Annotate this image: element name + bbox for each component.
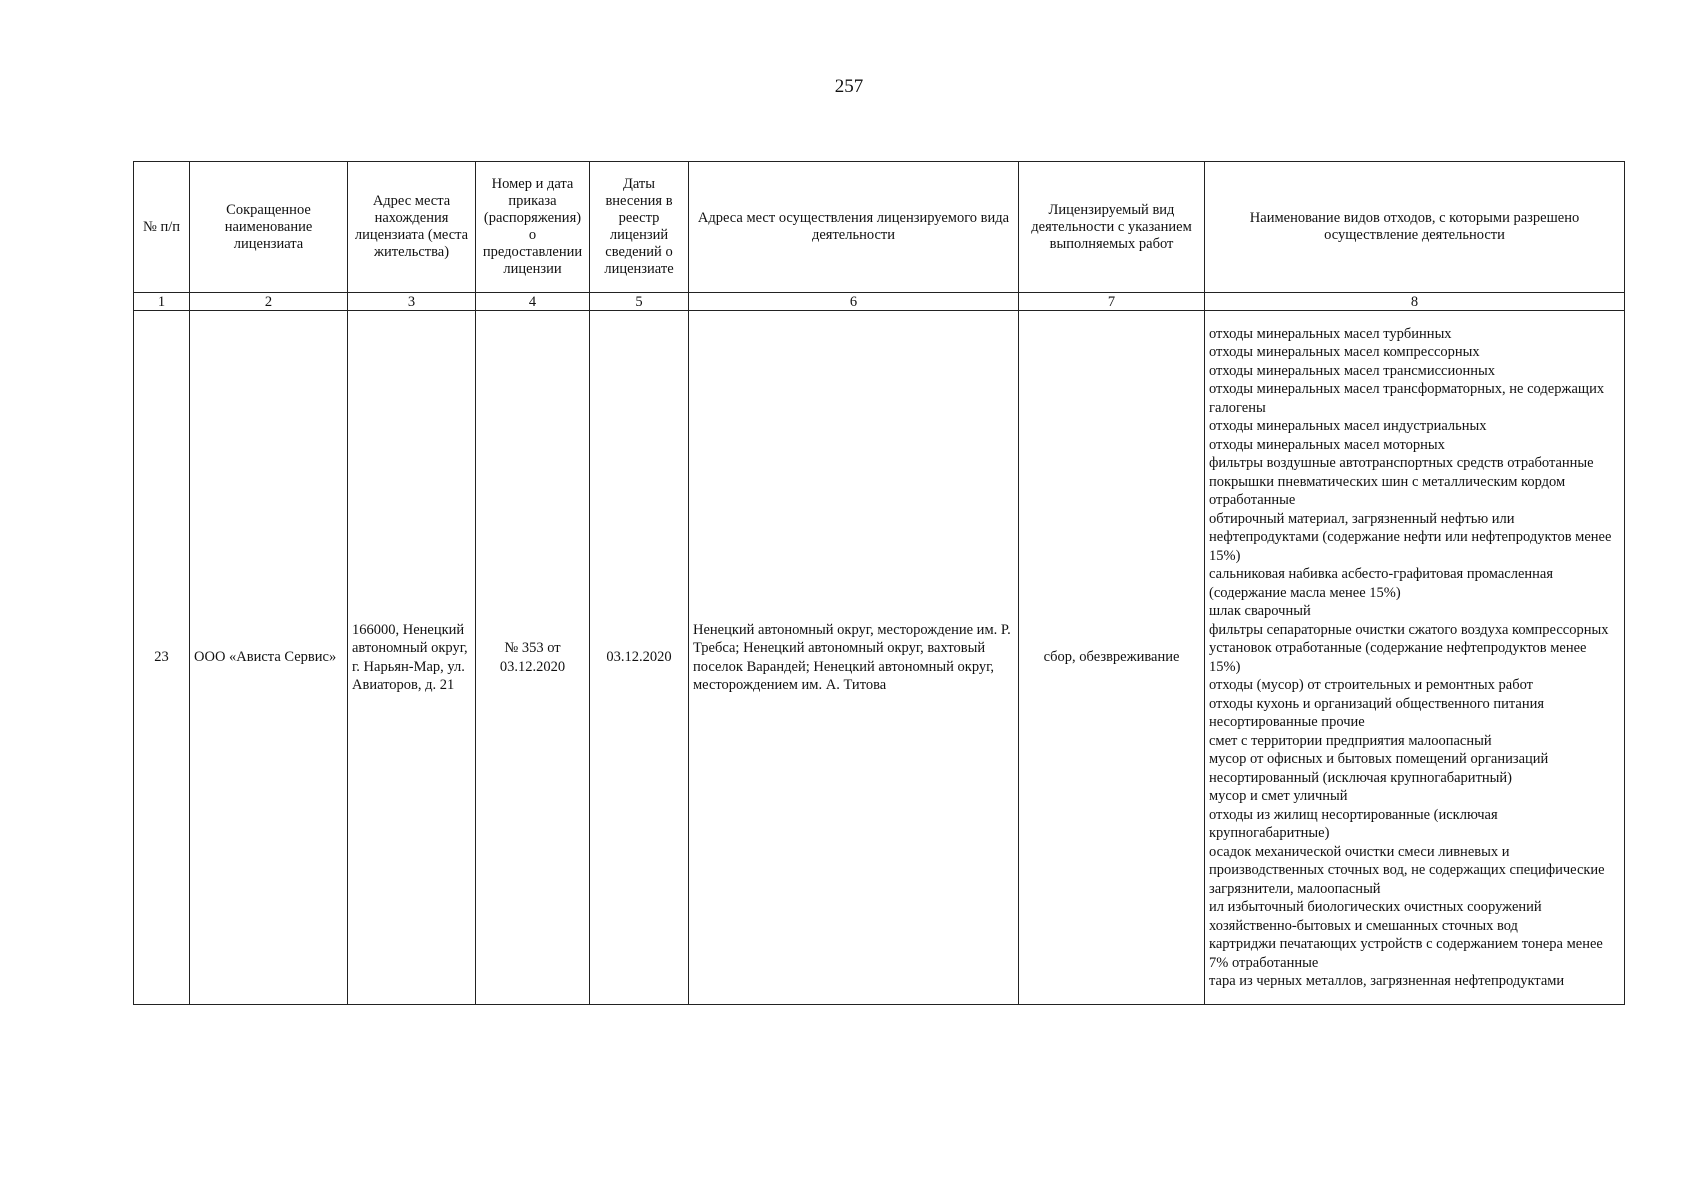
licensee-name: ООО «Ависта Сервис» xyxy=(190,311,348,1005)
waste-type-item: отходы из жилищ несортированные (исключая крупногабаритные) xyxy=(1209,806,1498,841)
waste-type-item: обтирочный материал, загрязненный нефтью или нефтепродуктами (содержание нефти или нефтепродуктов менее 15%) xyxy=(1209,510,1612,564)
waste-type-item: мусор от офисных и бытовых помещений организаций несортированный (исключая крупногабаритный) xyxy=(1209,751,1549,786)
waste-type-item: фильтры сепараторные очистки сжатого воздуха компрессорных установок отработанные (содержание нефтепродуктов менее 15%) xyxy=(1209,621,1609,675)
waste-types-list xyxy=(1209,325,1620,991)
column-header-registry-date: Даты внесения в реестр лицензий сведений о лицензиате xyxy=(590,162,689,293)
waste-type-item: смет с территории предприятия малоопасный xyxy=(1209,732,1492,749)
license-registry-table xyxy=(133,161,1625,1005)
header-row xyxy=(134,162,1625,293)
column-header-activity-type: Лицензируемый вид деятельности с указанием выполняемых работ xyxy=(1019,162,1205,293)
column-number: 4 xyxy=(476,293,590,311)
column-header-activity-places: Адреса мест осуществления лицензируемого вида деятельности xyxy=(689,162,1019,293)
waste-type-item: отходы минеральных масел компрессорных xyxy=(1209,344,1480,360)
registry-date: 03.12.2020 xyxy=(590,311,689,1005)
column-number-row xyxy=(134,293,1625,311)
waste-type-item: отходы минеральных масел турбинных xyxy=(1209,325,1452,342)
column-number: 8 xyxy=(1205,293,1625,311)
column-number: 7 xyxy=(1019,293,1205,311)
waste-type-item: шлак сварочный xyxy=(1209,603,1311,619)
waste-type-item: отходы минеральных масел трансмиссионных xyxy=(1209,362,1495,379)
waste-type-item: сальниковая набивка асбесто-графитовая промасленная (содержание масла менее 15%) xyxy=(1209,566,1554,601)
waste-type-item: фильтры воздушные автотранспортных средств отработанные xyxy=(1209,455,1594,471)
waste-type-item: мусор и смет уличный xyxy=(1209,788,1348,804)
waste-type-item: осадок механической очистки смеси ливневых и производственных сточных вод, не содержащих специфические загрязнители, малоопасный xyxy=(1209,843,1605,897)
column-header-num: № п/п xyxy=(134,162,190,293)
waste-types-cell xyxy=(1205,311,1625,1005)
waste-type-item: картриджи печатающих устройств с содержанием тонера менее 7% отработанные xyxy=(1209,936,1603,971)
waste-type-item: тара из черных металлов, загрязненная нефтепродуктами xyxy=(1209,973,1565,989)
waste-type-item: отходы минеральных масел трансформаторных, не содержащих галогены xyxy=(1209,381,1605,416)
waste-type-item: покрышки пневматических шин с металлическим кордом отработанные xyxy=(1209,473,1566,508)
waste-type-item: отходы минеральных масел индустриальных xyxy=(1209,418,1487,434)
waste-type-item: ил избыточный биологических очистных сооружений хозяйственно-бытовых и смешанных сточных вод xyxy=(1209,899,1542,934)
column-number: 1 xyxy=(134,293,190,311)
column-header-address: Адрес места нахождения лицензиата (места жительства) xyxy=(348,162,476,293)
column-number: 6 xyxy=(689,293,1019,311)
order-number-date: № 353 от 03.12.2020 xyxy=(476,311,590,1005)
page-number: 257 xyxy=(834,76,864,97)
column-header-name: Сокращенное наименование лицензиата xyxy=(190,162,348,293)
waste-type-item: отходы (мусор) от строительных и ремонтных работ xyxy=(1209,677,1533,693)
activity-places: Ненецкий автономный округ, месторождение им. Р. Требса; Ненецкий автономный округ, вахтовый поселок Варандей; Ненецкий автономный округ, месторождением им. А. Титова xyxy=(689,311,1019,1005)
waste-type-item: отходы минеральных масел моторных xyxy=(1209,436,1445,453)
column-number: 2 xyxy=(190,293,348,311)
column-number: 5 xyxy=(590,293,689,311)
table-row xyxy=(134,311,1625,1005)
column-header-waste-types: Наименование видов отходов, с которыми разрешено осуществление деятельности xyxy=(1205,162,1625,293)
activity-type: сбор, обезвреживание xyxy=(1019,311,1205,1005)
row-number: 23 xyxy=(134,311,190,1005)
column-number: 3 xyxy=(348,293,476,311)
column-header-order: Номер и дата приказа (распоряжения) о предоставлении лицензии xyxy=(476,162,590,293)
licensee-address: 166000, Ненецкий автономный округ, г. Нарьян-Мар, ул. Авиаторов, д. 21 xyxy=(348,311,476,1005)
waste-type-item: отходы кухонь и организаций общественного питания несортированные прочие xyxy=(1209,695,1545,730)
